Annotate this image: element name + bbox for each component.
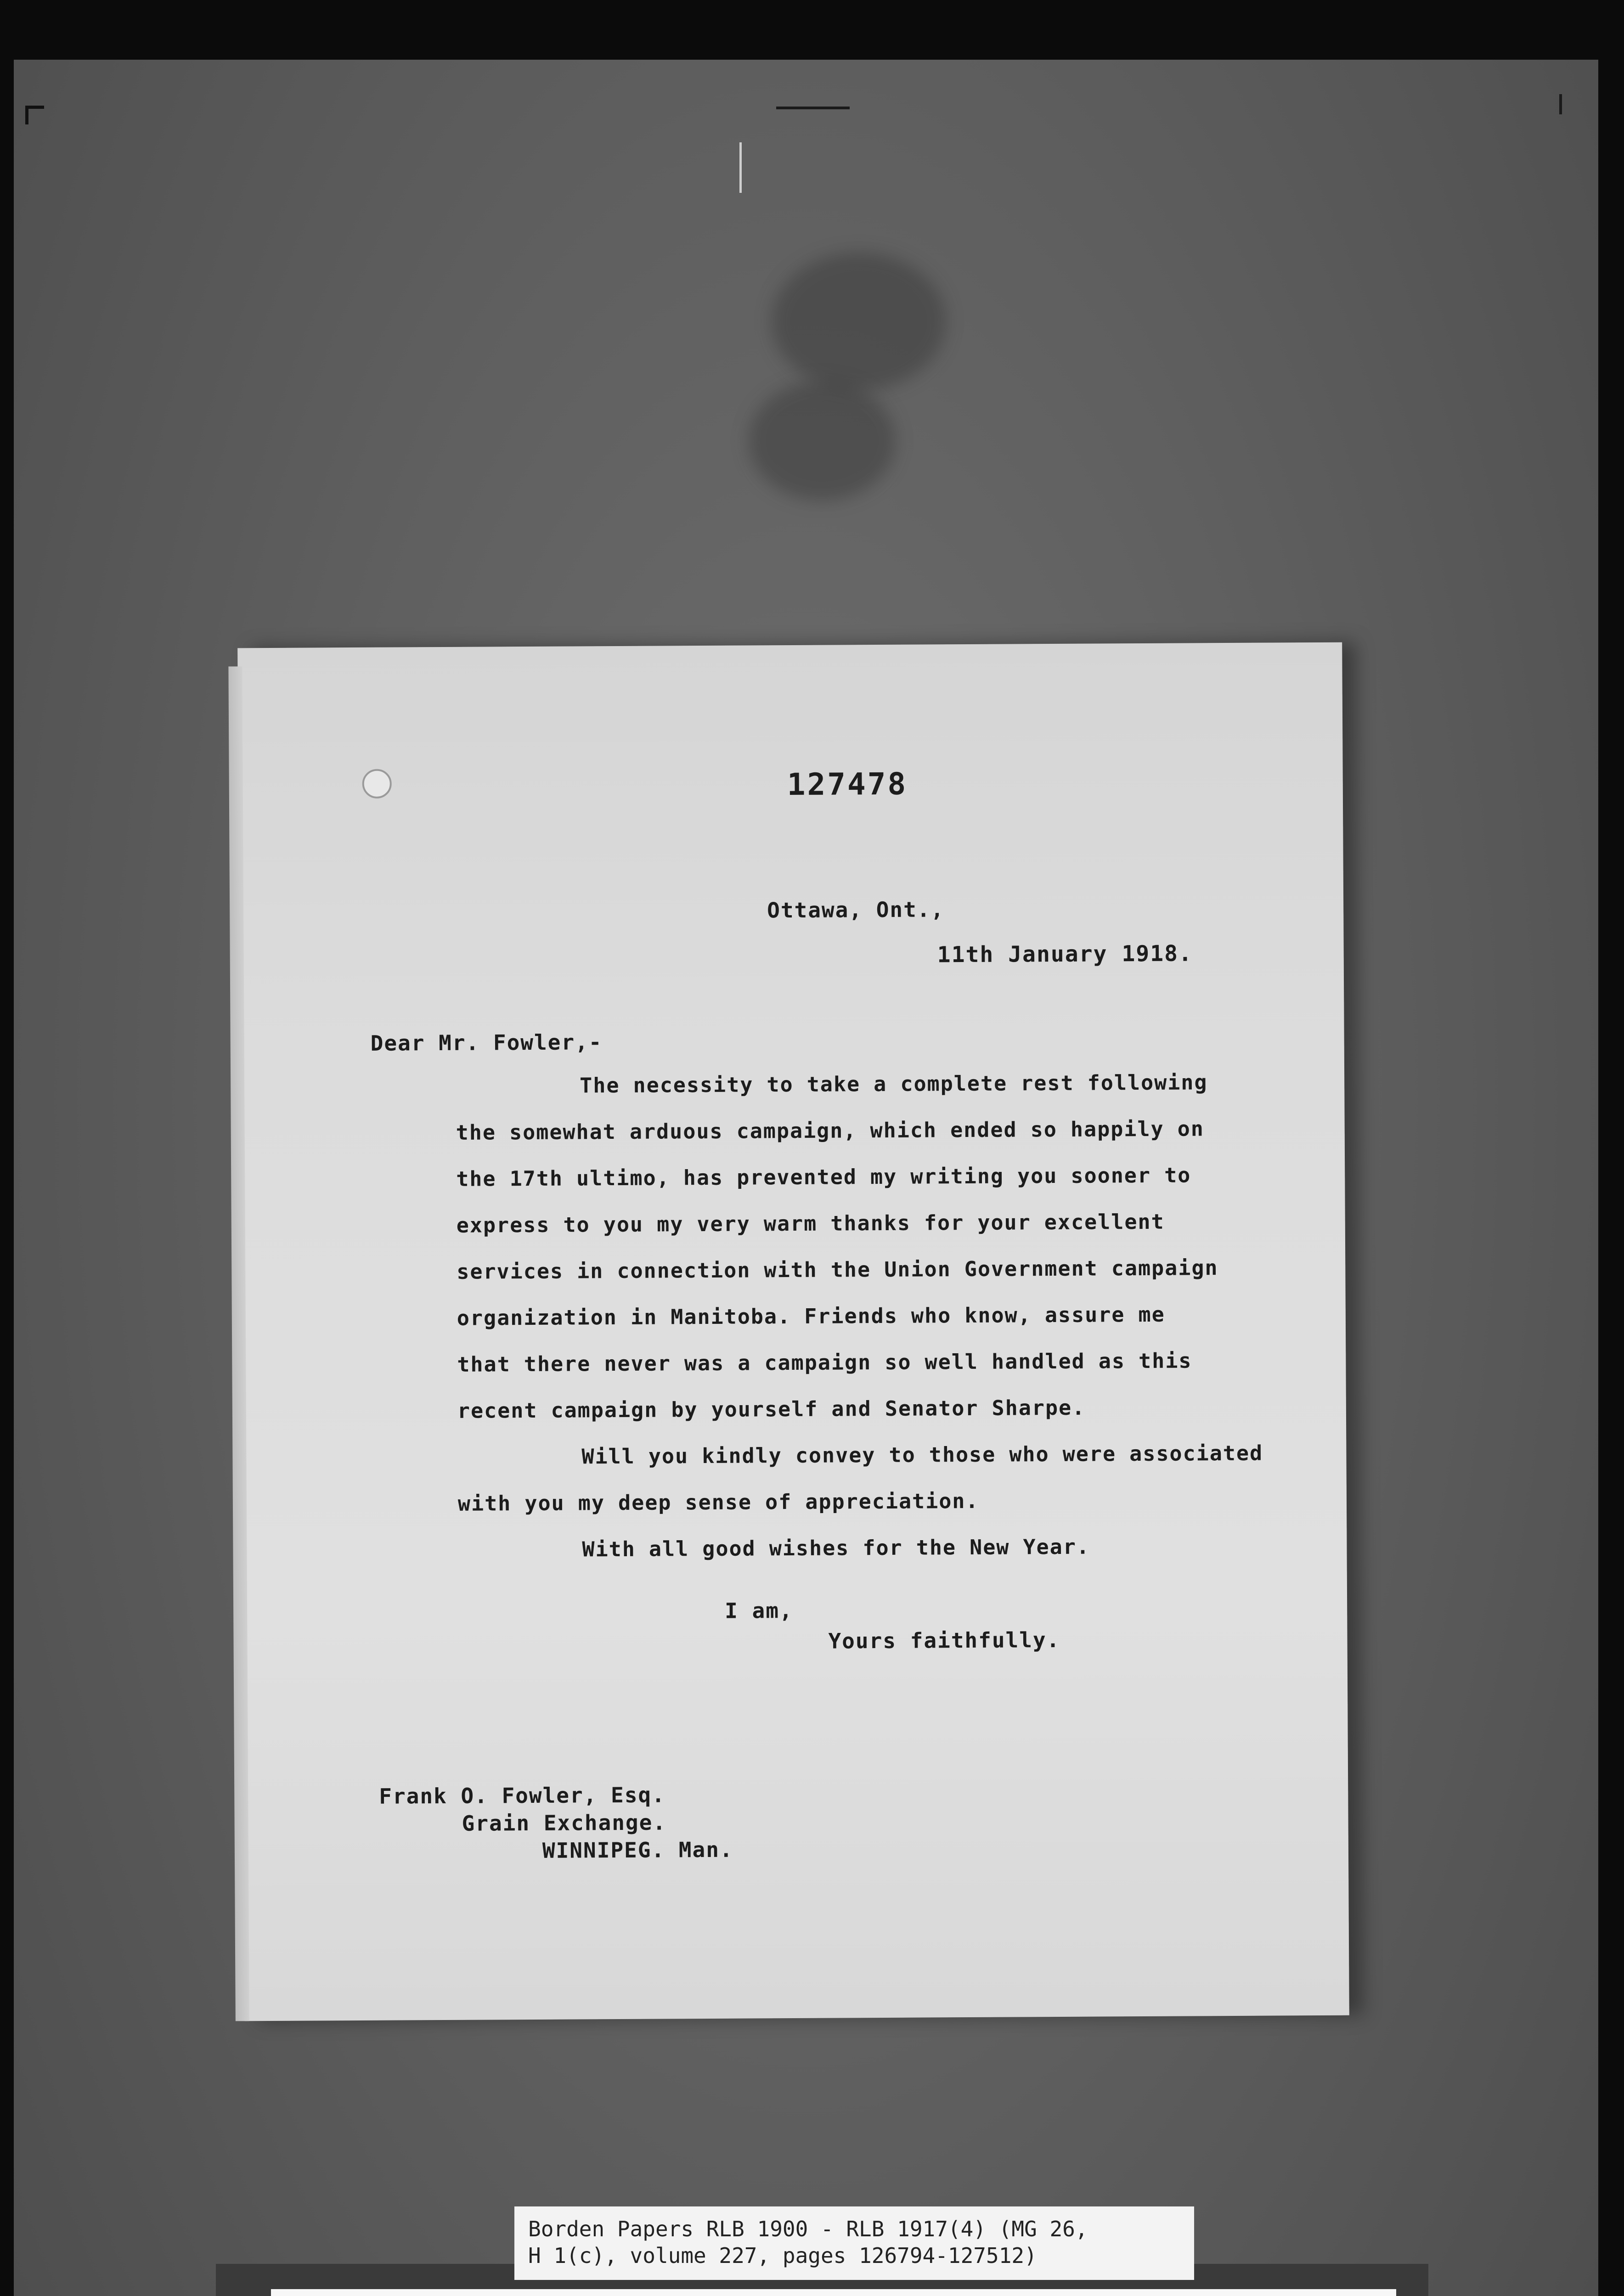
letter-body-line: the somewhat arduous campaign, which ended so happily on [456, 1116, 1205, 1145]
letter-salutation: Dear Mr. Fowler,- [370, 1030, 603, 1056]
citation-label [514, 2206, 1194, 2280]
film-smudge [749, 381, 896, 501]
punch-hole [362, 769, 392, 799]
recipient-name: Frank O. Fowler, Esq. [379, 1782, 666, 1809]
letter-place: Ottawa, Ont., [767, 897, 945, 923]
letter-signoff: Yours faithfully. [828, 1627, 1060, 1654]
frame-right-mark [1559, 94, 1562, 114]
corner-crop-mark [25, 106, 44, 124]
letter-body-line: express to you my very warm thanks for your excellent [456, 1209, 1165, 1238]
document-number: 127478 [787, 766, 908, 803]
archive-card [271, 2289, 1396, 2296]
letter-body-line: Will you kindly convey to those who were associated [581, 1441, 1263, 1469]
frame-top-mark [776, 107, 850, 109]
letter-body-line: the 17th ultimo, has prevented my writing you sooner to [456, 1163, 1191, 1191]
recipient-city: WINNIPEG. Man. [542, 1837, 733, 1863]
letter-body-line: that there never was a campaign so well handled as this [457, 1348, 1192, 1377]
letter-body-line: The necessity to take a complete rest following [580, 1070, 1208, 1098]
film-smudge [772, 253, 946, 390]
letter-page [237, 642, 1349, 2021]
letter-body-line: with you my deep sense of appreciation. [457, 1488, 979, 1516]
letter-body-line: services in connection with the Union Government campaign [457, 1255, 1218, 1284]
letter-body-line: With all good wishes for the New Year. [582, 1534, 1090, 1562]
letter-body-line: organization in Manitoba. Friends who know, assure me [457, 1302, 1165, 1330]
letter-date: 11th January 1918. [937, 940, 1193, 968]
frame-tick-mark [739, 142, 742, 193]
letter-body-line: recent campaign by yourself and Senator Sharpe. [457, 1395, 1086, 1423]
letter-closing: I am, [725, 1598, 793, 1623]
citation-line: Borden Papers RLB 1900 - RLB 1917(4) (MG 26, [528, 2217, 1088, 2241]
citation-line: H 1(c), volume 227, pages 126794-127512) [528, 2243, 1037, 2268]
recipient-address-line: Grain Exchange. [462, 1810, 667, 1836]
